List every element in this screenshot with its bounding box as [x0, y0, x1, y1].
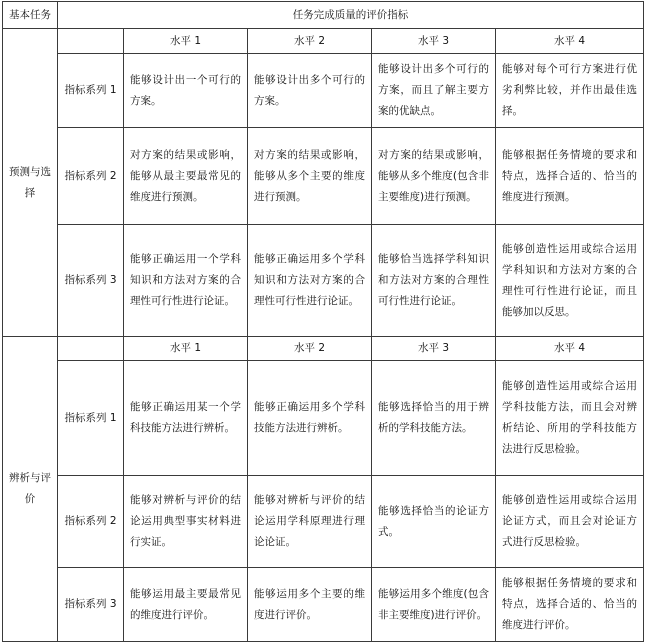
- table-row: [3, 568, 644, 642]
- criteria-cell: 能够正确运用某一个学科技能方法进行辨析。: [124, 361, 248, 476]
- criteria-cell: 能够运用多个主要的维度进行评价。: [248, 568, 372, 642]
- criteria-cell: 能够创造性运用或综合运用学科技能方法，而且会对辨析结论、所用的学科技能方法进行反思检验。: [496, 361, 644, 476]
- level-header: 水平 1: [124, 337, 248, 361]
- criteria-cell: 对方案的结果或影响，能够从多个维度(包含非主要维度)进行预测。: [372, 128, 496, 225]
- series-label: 指标系列 2: [58, 128, 124, 225]
- criteria-cell: 对方案的结果或影响，能够从多个主要的维度进行预测。: [248, 128, 372, 225]
- series-label: 指标系列 3: [58, 225, 124, 337]
- criteria-cell: 能够正确运用多个学科技能方法进行辨析。: [248, 361, 372, 476]
- evaluation-rubric-table: [2, 1, 644, 642]
- criteria-cell: 能够设计出多个可行的方案，而且了解主要方案的优缺点。: [372, 54, 496, 128]
- empty-cell: [58, 337, 124, 361]
- criteria-cell: 能够恰当选择学科知识和方法对方案的合理性可行性进行论证。: [372, 225, 496, 337]
- table-row: [3, 361, 644, 476]
- level-header: 水平 3: [372, 29, 496, 54]
- criteria-cell: 能够对每个可行方案进行优劣利弊比较，并作出最佳选择。: [496, 54, 644, 128]
- table-title: 任务完成质量的评价指标: [58, 2, 644, 29]
- series-label: 指标系列 1: [58, 54, 124, 128]
- criteria-cell: 能够对辨析与评价的结论运用典型事实材料进行实证。: [124, 476, 248, 568]
- criteria-cell: 能够设计出多个可行的方案。: [248, 54, 372, 128]
- task-label: 预测与选择: [3, 29, 58, 337]
- empty-cell: [58, 29, 124, 54]
- task-label: 辨析与评价: [3, 337, 58, 642]
- table-row: [3, 225, 644, 337]
- level-header: 水平 4: [496, 29, 644, 54]
- criteria-cell: 对方案的结果或影响，能够从最主要最常见的维度进行预测。: [124, 128, 248, 225]
- criteria-cell: 能够选择恰当的论证方式。: [372, 476, 496, 568]
- criteria-cell: 能够创造性运用或综合运用学科知识和方法对方案的合理性可行性进行论证，而且能够加以反思。: [496, 225, 644, 337]
- series-label: 指标系列 3: [58, 568, 124, 642]
- level-header: 水平 3: [372, 337, 496, 361]
- level-header-row: [3, 29, 644, 54]
- criteria-cell: 能够选择恰当的用于辨析的学科技能方法。: [372, 361, 496, 476]
- criteria-cell: 能够正确运用一个学科知识和方法对方案的合理性可行性进行论证。: [124, 225, 248, 337]
- criteria-cell: 能够根据任务情境的要求和特点，选择合适的、恰当的维度进行评价。: [496, 568, 644, 642]
- level-header: 水平 1: [124, 29, 248, 54]
- criteria-cell: 能够创造性运用或综合运用论证方式，而且会对论证方式进行反思检验。: [496, 476, 644, 568]
- corner-header: 基本任务: [3, 2, 58, 29]
- criteria-cell: 能够对辨析与评价的结论运用学科原理进行理论论证。: [248, 476, 372, 568]
- level-header: 水平 4: [496, 337, 644, 361]
- level-header: 水平 2: [248, 337, 372, 361]
- level-header-row: [3, 337, 644, 361]
- series-label: 指标系列 1: [58, 361, 124, 476]
- criteria-cell: 能够运用多个维度(包含非主要维度)进行评价。: [372, 568, 496, 642]
- criteria-cell: 能够运用最主要最常见的维度进行评价。: [124, 568, 248, 642]
- table-row: [3, 54, 644, 128]
- header-row: [3, 2, 644, 29]
- criteria-cell: 能够正确运用多个学科知识和方法对方案的合理性可行性进行论证。: [248, 225, 372, 337]
- level-header: 水平 2: [248, 29, 372, 54]
- table-row: [3, 476, 644, 568]
- table-row: [3, 128, 644, 225]
- criteria-cell: 能够根据任务情境的要求和特点，选择合适的、恰当的维度进行预测。: [496, 128, 644, 225]
- series-label: 指标系列 2: [58, 476, 124, 568]
- criteria-cell: 能够设计出一个可行的方案。: [124, 54, 248, 128]
